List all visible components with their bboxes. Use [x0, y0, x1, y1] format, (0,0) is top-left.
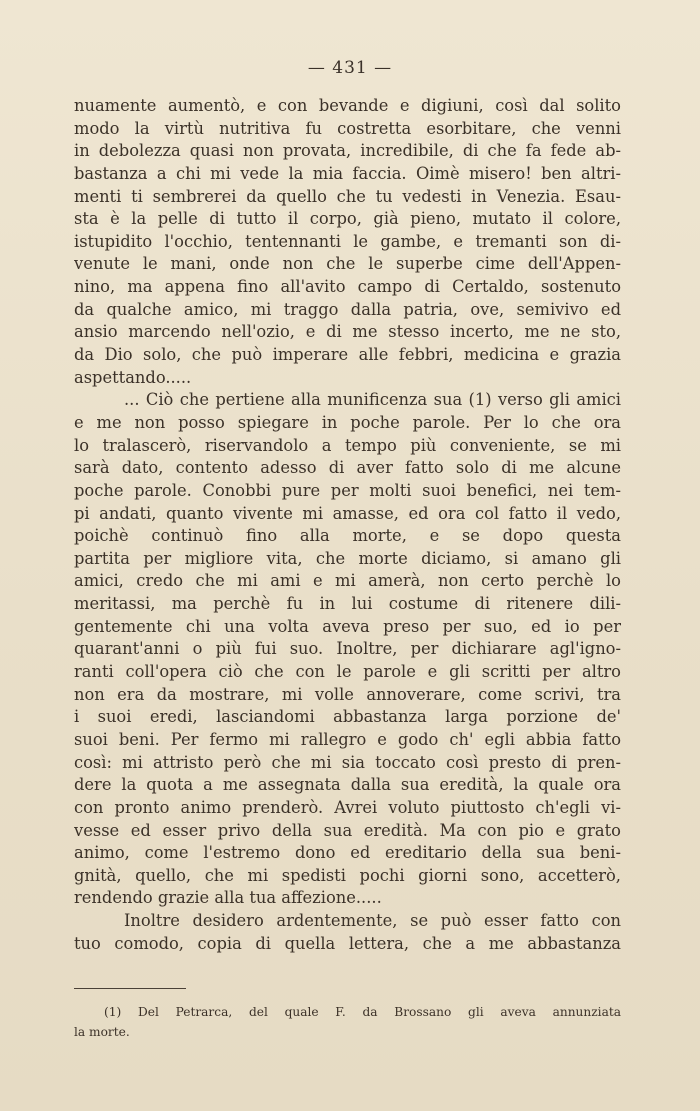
text-line: gentemente chi una volta aveva preso per suo, ed io per: [74, 616, 621, 636]
text-line: aspettando.....: [74, 367, 192, 387]
text-line: nino, ma appena fino all'avito campo di Certaldo, sostenuto: [74, 277, 621, 297]
page-number: — 431 —: [307, 58, 393, 78]
text-line: gnità, quello, che mi spedisti pochi giorni sono, accetterò,: [74, 865, 621, 885]
text-line: e me non posso spiegare in poche parole. Per lo che ora: [74, 412, 621, 432]
footnote-line: (1) Del Petrarca, del quale F. da Brossano gli aveva annunziata: [104, 1005, 621, 1019]
text-line: sarà dato, contento adesso di aver fatto solo di me alcune: [74, 458, 621, 478]
text-line: istupidito l'occhio, tentennanti le gambe, e tremanti son di-: [74, 231, 621, 251]
text-line: rendendo grazie alla tua affezione.....: [74, 888, 382, 908]
text-line: suoi beni. Per fermo mi rallegro e godo ch' egli abbia fatto: [74, 729, 621, 749]
text-line: Inoltre desidero ardentemente, se può esser fatto con: [124, 911, 621, 931]
footnote-line: la morte.: [74, 1025, 130, 1039]
text-line: animo, come l'estremo dono ed ereditario della sua beni-: [74, 843, 621, 863]
text-line: amici, credo che mi ami e mi amerà, non certo perchè lo: [74, 571, 621, 591]
text-line: tuo comodo, copia di quella lettera, che a me abbastanza: [74, 933, 621, 953]
text-line: sta è la pelle di tutto il corpo, già pieno, mutato il colore,: [74, 209, 621, 229]
text-line: lo tralascerò, riservandolo a tempo più conveniente, se mi: [74, 435, 621, 455]
footnote-divider: [74, 988, 186, 989]
text-line: non era da mostrare, mi volle annoverare, come scrivi, tra: [74, 684, 621, 704]
text-line: da qualche amico, mi traggo dalla patria, ove, semivivo ed: [74, 299, 621, 319]
text-line: pi andati, quanto vivente mi amasse, ed ora col fatto il vedo,: [74, 503, 621, 523]
text-line: i suoi eredi, lasciandomi abbastanza larga porzione de': [74, 707, 621, 727]
text-line: da Dio solo, che può imperare alle febbri, medicina e grazia: [74, 345, 621, 365]
text-line: bastanza a chi mi vede la mia faccia. Oimè misero! ben altri-: [74, 163, 621, 183]
text-line: poichè continuò fino alla morte, e se dopo questa: [74, 526, 621, 546]
text-line: con pronto animo prenderò. Avrei voluto piuttosto ch'egli vi-: [74, 797, 621, 817]
text-line: ansio marcendo nell'ozio, e di me stesso incerto, me ne sto,: [74, 322, 621, 342]
text-line: quarant'anni o più fui suo. Inoltre, per dichiarare agl'igno-: [74, 639, 621, 659]
text-line: meritassi, ma perchè fu in lui costume di ritenere dili-: [74, 594, 621, 614]
text-line: nuamente aumentò, e con bevande e digiuni, così dal solito: [74, 96, 621, 115]
text-line: menti ti sembrerei da quello che tu vedesti in Venezia. Esau-: [74, 186, 621, 206]
text-line: venute le mani, onde non che le superbe cime dell'Appen-: [74, 254, 621, 274]
text-line: ranti coll'opera ciò che con le parole e gli scritti per altro: [74, 662, 621, 682]
text-line: dere la quota a me assegnata dalla sua eredità, la quale ora: [74, 775, 621, 795]
text-line: ... Ciò che pertiene alla munificenza sua (1) verso gli amici: [124, 390, 621, 410]
text-line: in debolezza quasi non provata, incredibile, di che fa fede ab-: [74, 141, 621, 161]
text-line: così: mi attristo però che mi sia toccato così presto di pren-: [74, 752, 621, 772]
text-line: modo la virtù nutritiva fu costretta esorbitare, che venni: [74, 118, 621, 138]
text-line: poche parole. Conobbi pure per molti suoi benefici, nei tem-: [74, 480, 621, 500]
text-line: partita per migliore vita, che morte diciamo, si amano gli: [74, 548, 621, 568]
body-text: [74, 95, 621, 955]
footnote: [74, 1002, 621, 1042]
text-line: vesse ed esser privo della sua eredità. Ma con pio e grato: [74, 820, 621, 840]
